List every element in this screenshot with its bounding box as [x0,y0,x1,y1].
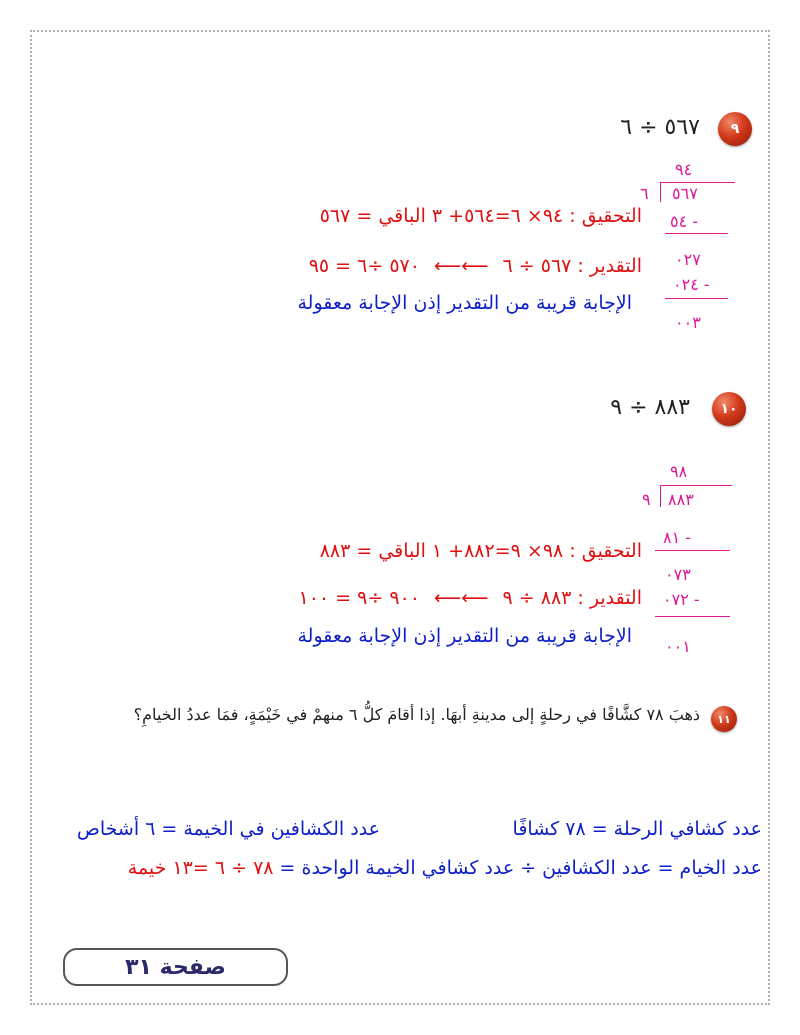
question-11-badge [711,706,737,732]
q10-line-1 [655,550,730,551]
q10-divisor: ٩ [642,490,651,509]
q10-estimate-label: التقدير : ٨٨٣ ÷ ٩ [502,587,642,609]
q9-remainder: ٠٠٣ [675,313,701,332]
q10-check: التحقيق : ٩٨× ٩=٨٨٢+ ١ الباقي = ٨٨٣ [319,540,642,562]
q9-step-2: ٠٢٧ [675,250,701,269]
q10-dividend: ٨٨٣ [668,490,694,509]
q9-estimate-value: ٥٧٠ ÷٦ = ٩٥ [308,255,420,277]
question-9-problem: ٥٦٧ ÷ ٦ [620,115,700,140]
q9-line-1 [665,233,728,234]
q9-conclusion: الإجابة قريبة من التقدير إذن الإجابة معقولة [297,292,632,314]
q9-estimate-label: التقدير : ٥٦٧ ÷ ٦ [502,255,642,277]
question-9-number: ٩ [730,121,740,137]
q11-equation-line [128,857,762,879]
page-number: صفحة ٣١ [125,954,226,980]
q10-line-2 [655,616,730,617]
q11-fact-scouts-per-tent: عدد الكشافين في الخيمة = ٦ أشخاص [76,818,380,840]
question-11-text: ذهبَ ٧٨ كشَّافًا في رحلةٍ إلى مدينةِ أبهَا. إذا أقامَ كلُّ ٦ منهمْ في خَيْمَةٍ، فمَا عددُ الخيامِ؟ [133,705,700,724]
q10-remainder: ٠٠١ [665,637,691,656]
q9-division-bracket [660,182,661,202]
q10-division-bracket [660,485,661,507]
q11-fact-trip-scouts: عدد كشافي الرحلة = ٧٨ كشافًا [512,818,762,840]
q10-quotient: ٩٨ [670,462,688,481]
q9-dividend: ٥٦٧ [672,184,698,203]
q9-step-3: ٠٢٤ - [673,275,710,294]
q9-estimate [309,255,642,277]
question-10-number: ١٠ [720,401,738,417]
question-10-badge [712,392,746,426]
q9-check: التحقيق : ٩٤× ٦=٥٦٤+ ٣ الباقي = ٥٦٧ [319,205,642,227]
page-number-box [63,948,288,986]
q10-step-3: ٠٧٢ - [663,590,700,609]
question-9-badge [718,112,752,146]
question-11-number: ١١ [717,712,731,726]
arrow-left-icon: ⟵⟵ [433,255,489,277]
q10-estimate-value: ٩٠٠ ÷٩ = ١٠٠ [298,587,420,609]
q9-divisor: ٦ [640,184,649,203]
q10-estimate [299,587,643,609]
q9-quotient: ٩٤ [675,160,693,179]
q9-division-bar [660,182,735,183]
q9-line-2 [665,298,728,299]
q11-equation: عدد الخيام = عدد الكشافين ÷ عدد كشافي الخيمة الواحدة = [279,857,762,879]
q11-answer: ٧٨ ÷ ٦ =١٣ خيمة [127,857,274,879]
q10-division-bar [660,485,732,486]
q10-step-2: ٠٧٣ [665,565,691,584]
question-10-problem: ٨٨٣ ÷ ٩ [610,395,690,420]
arrow-left-icon: ⟵⟵ [433,587,489,609]
q10-step-1: ٨١ - [663,528,692,547]
q10-conclusion: الإجابة قريبة من التقدير إذن الإجابة معقولة [297,625,632,647]
q9-step-1: ٥٤ - [670,212,699,231]
